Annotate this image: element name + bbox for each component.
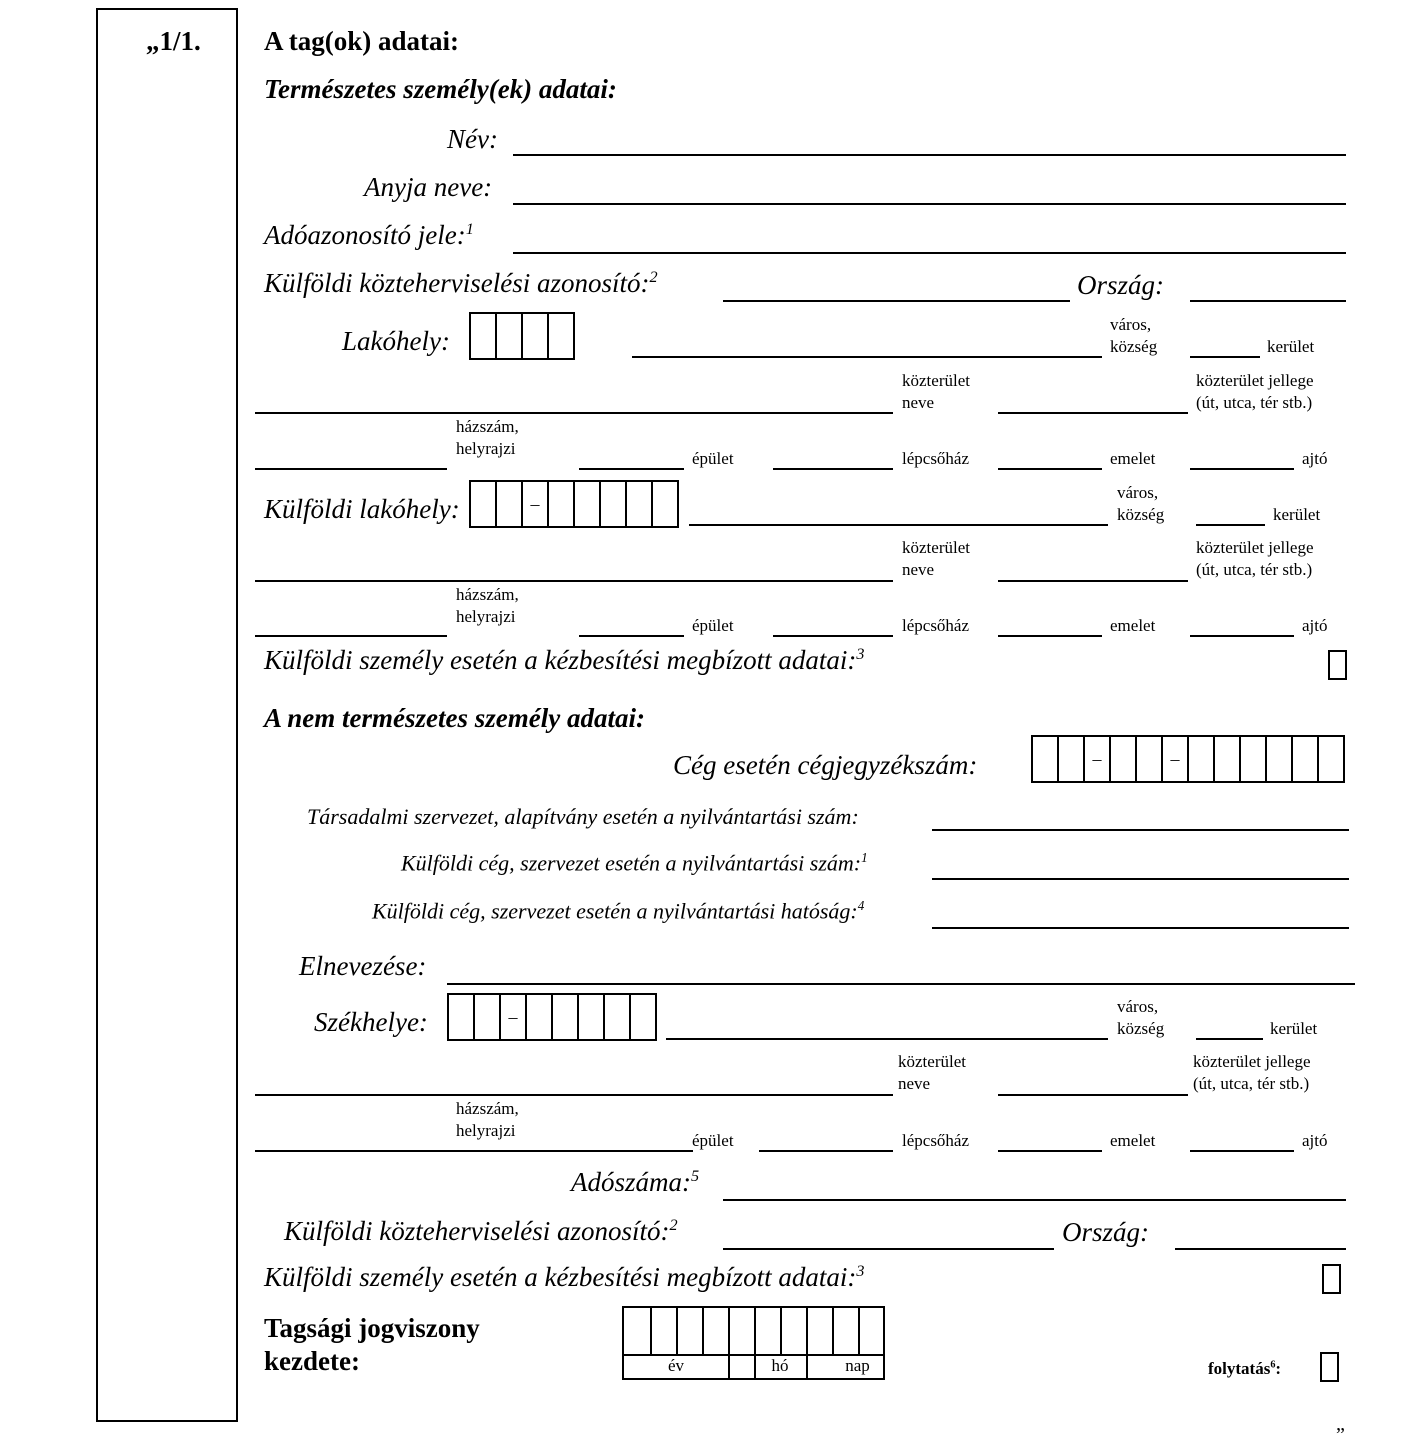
city-caption: város, község	[1110, 315, 1158, 356]
delivery-agent-checkbox[interactable]	[1328, 650, 1347, 680]
month-caption: hó	[771, 1356, 789, 1375]
legal-heading: A nem természetes személy adatai:	[264, 703, 645, 733]
residence-label: Lakóhely:	[342, 326, 450, 356]
foreign-house-number-field[interactable]	[255, 635, 447, 637]
city-field[interactable]	[632, 356, 1102, 358]
seat-street-name-field[interactable]	[255, 1094, 893, 1096]
foreign-staircase-field[interactable]	[773, 635, 893, 637]
delivery-agent-label: Külföldi személy esetén a kézbesítési megbízott adatai:$^3$	[264, 645, 865, 675]
building-caption: épület	[692, 449, 734, 468]
page-title: A tag(ok) adatai:	[264, 26, 459, 56]
seat-floor-field[interactable]	[998, 1150, 1102, 1152]
section-number-column	[96, 8, 238, 1422]
building-field[interactable]	[579, 468, 684, 470]
country-label: Ország:	[1077, 270, 1165, 300]
legal-foreign-tax-id-label: Külföldi közteherviselési azonosító:$^2$	[284, 1216, 678, 1246]
company-reg-boxes[interactable]: – –	[1031, 735, 1345, 783]
foreign-auth-field[interactable]	[932, 927, 1349, 929]
tax-id-field[interactable]	[513, 252, 1346, 254]
ngo-reg-field[interactable]	[932, 829, 1349, 831]
mother-name-field[interactable]	[513, 203, 1346, 205]
legal-tax-number-label: Adószáma:$^5$	[571, 1167, 700, 1197]
foreign-tax-id-field[interactable]	[723, 300, 1070, 302]
seat-staircase-field[interactable]	[759, 1150, 893, 1152]
foreign-street-type-field[interactable]	[998, 580, 1188, 582]
seat-street-type-field[interactable]	[998, 1094, 1188, 1096]
staircase-field[interactable]	[773, 468, 893, 470]
seat-door-caption: ajtó	[1302, 1131, 1328, 1150]
seat-staircase-caption: lépcsőház	[902, 1131, 970, 1150]
foreign-district-field[interactable]	[1196, 524, 1265, 526]
floor-caption: emelet	[1110, 449, 1156, 468]
floor-field[interactable]	[998, 468, 1102, 470]
year-caption: év	[667, 1356, 685, 1375]
foreign-door-field[interactable]	[1190, 635, 1294, 637]
seat-label: Székhelye:	[314, 1007, 428, 1037]
foreign-district-caption: kerület	[1273, 505, 1321, 524]
foreign-postcode-boxes[interactable]: –	[469, 480, 679, 528]
seat-building-caption: épület	[692, 1131, 734, 1150]
district-caption: kerület	[1267, 337, 1315, 356]
foreign-residence-label: Külföldi lakóhely:	[264, 494, 460, 524]
closing-quote: ”	[1336, 1424, 1345, 1446]
door-caption: ajtó	[1302, 449, 1328, 468]
seat-district-field[interactable]	[1196, 1038, 1263, 1040]
district-field[interactable]	[1190, 356, 1260, 358]
seat-door-field[interactable]	[1190, 1150, 1294, 1152]
foreign-reg-label: Külföldi cég, szervezet esetén a nyilvántartási szám:$^1$	[401, 850, 868, 876]
house-number-field[interactable]	[255, 468, 447, 470]
seat-city-caption: város, község	[1117, 997, 1165, 1038]
street-name-caption: közterület neve	[902, 371, 970, 412]
street-type-caption: közterület jellege (út, utca, tér stb.)	[1196, 371, 1314, 412]
day-caption: nap	[845, 1356, 870, 1375]
continuation-label: folytatás$^6$:	[1208, 1359, 1282, 1378]
seat-district-caption: kerület	[1270, 1019, 1318, 1038]
legal-name-label: Elnevezése:	[299, 951, 427, 981]
seat-postcode-boxes[interactable]: –	[447, 993, 657, 1041]
foreign-tax-id-label: Külföldi közteherviselési azonosító:$^2$	[264, 268, 658, 298]
section-number: „1/1.	[146, 26, 201, 56]
legal-foreign-tax-id-field[interactable]	[723, 1248, 1054, 1250]
staircase-caption: lépcsőház	[902, 449, 970, 468]
legal-name-field[interactable]	[447, 983, 1355, 985]
name-field[interactable]	[513, 154, 1346, 156]
seat-street-type-caption: közterület jellege (út, utca, tér stb.)	[1193, 1052, 1311, 1093]
seat-floor-caption: emelet	[1110, 1131, 1156, 1150]
seat-house-number-caption: házszám, helyrajzi	[456, 1099, 519, 1140]
street-name-field[interactable]	[255, 412, 893, 414]
company-reg-label: Cég esetén cégjegyzékszám:	[673, 750, 978, 780]
foreign-building-field[interactable]	[579, 635, 684, 637]
legal-delivery-agent-checkbox[interactable]	[1322, 1264, 1341, 1294]
foreign-city-field[interactable]	[689, 524, 1108, 526]
legal-delivery-agent-label: Külföldi személy esetén a kézbesítési megbízott adatai:$^3$	[264, 1262, 865, 1292]
foreign-street-name-field[interactable]	[255, 580, 893, 582]
postcode-boxes[interactable]	[469, 312, 575, 360]
natural-heading: Természetes személy(ek) adatai:	[264, 74, 617, 104]
legal-tax-number-field[interactable]	[723, 1199, 1346, 1201]
tax-id-label: Adóazonosító jele:$^1$	[264, 220, 474, 250]
ngo-reg-label: Társadalmi szervezet, alapítvány esetén a nyilvántartási szám:	[307, 804, 859, 829]
membership-start-label: Tagsági jogviszony kezdete:	[264, 1313, 480, 1376]
foreign-reg-field[interactable]	[932, 878, 1349, 880]
continuation-checkbox[interactable]	[1320, 1352, 1339, 1382]
legal-country-label: Ország:	[1062, 1217, 1150, 1247]
foreign-street-type-caption: közterület jellege (út, utca, tér stb.)	[1196, 538, 1314, 579]
foreign-city-caption: város, község	[1117, 483, 1165, 524]
foreign-floor-field[interactable]	[998, 635, 1102, 637]
seat-house-number-field[interactable]	[255, 1150, 693, 1152]
street-type-field[interactable]	[998, 412, 1188, 414]
foreign-street-name-caption: közterület neve	[902, 538, 970, 579]
door-field[interactable]	[1190, 468, 1294, 470]
membership-date-grid[interactable]	[622, 1306, 885, 1380]
foreign-door-caption: ajtó	[1302, 616, 1328, 635]
seat-street-name-caption: közterület neve	[898, 1052, 966, 1093]
foreign-building-caption: épület	[692, 616, 734, 635]
legal-country-field[interactable]	[1175, 1248, 1346, 1250]
mother-name-label: Anyja neve:	[364, 172, 493, 202]
foreign-staircase-caption: lépcsőház	[902, 616, 970, 635]
foreign-house-number-caption: házszám, helyrajzi	[456, 585, 519, 626]
seat-city-field[interactable]	[666, 1038, 1108, 1040]
house-number-caption: házszám, helyrajzi	[456, 417, 519, 458]
name-label: Név:	[447, 124, 498, 154]
foreign-auth-label: Külföldi cég, szervezet esetén a nyilvántartási hatóság:$^4$	[372, 898, 865, 924]
country-field[interactable]	[1190, 300, 1346, 302]
foreign-floor-caption: emelet	[1110, 616, 1156, 635]
